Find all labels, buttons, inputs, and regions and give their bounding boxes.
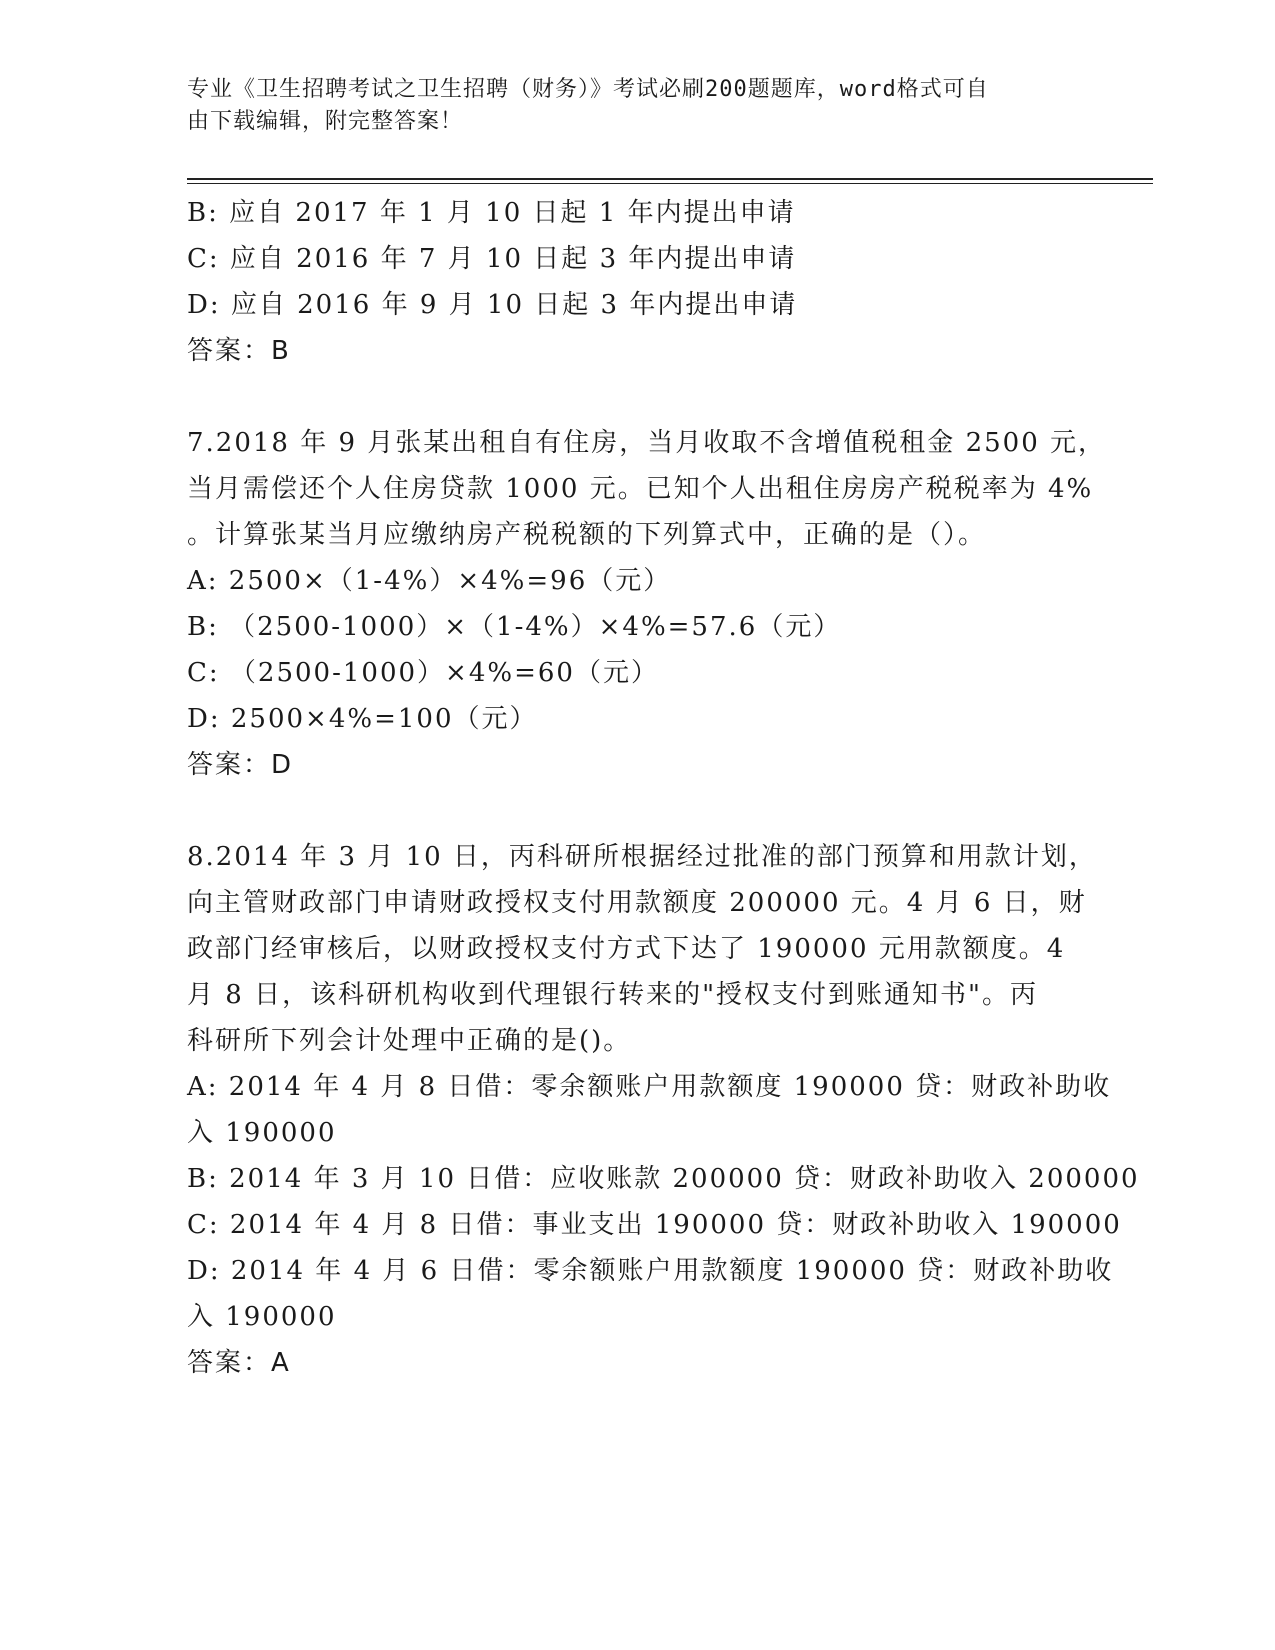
spacer — [187, 374, 1087, 420]
question-6-block — [187, 190, 1087, 374]
q7-option-b: B: （2500-1000）×（1-4%）×4%=57.6（元） — [187, 612, 842, 642]
q7-stem-line-1: 7.2018 年 9 月张某出租自有住房，当月收取不含增值税租金 2500 元， — [187, 428, 1107, 458]
q7-option-c: C: （2500-1000）×4%=60（元） — [187, 658, 659, 688]
q6-answer: 答案：B — [187, 336, 291, 366]
header-line-1: 专业《卫生招聘考试之卫生招聘（财务）》考试必刷200题题库，word格式可自 — [187, 77, 989, 102]
header-divider-thin — [187, 183, 1153, 184]
document-header — [187, 74, 1077, 138]
q8-stem-line-5: 科研所下列会计处理中正确的是()。 — [187, 1026, 632, 1056]
q6-option-c: C: 应自 2016 年 7 月 10 日起 3 年内提出申请 — [187, 244, 797, 274]
spacer — [187, 788, 1087, 834]
q8-option-c: C: 2014 年 4 月 8 日借：事业支出 190000 贷：财政补助收入 190000 — [187, 1210, 1122, 1240]
header-divider-thick — [187, 178, 1153, 180]
q8-stem-line-3: 政部门经审核后，以财政授权支付方式下达了 190000 元用款额度。4 — [187, 934, 1066, 964]
q8-stem-line-4: 月 8 日，该科研机构收到代理银行转来的"授权支付到账通知书"。丙 — [187, 980, 1038, 1010]
question-8-block — [187, 834, 1140, 1386]
q7-option-d: D: 2500×4%=100（元） — [187, 704, 538, 734]
q7-answer: 答案：D — [187, 750, 294, 780]
q8-option-a-line-1: A: 2014 年 4 月 8 日借：零余额账户用款额度 190000 贷：财政补助收 — [187, 1072, 1112, 1102]
q8-stem-line-1: 8.2014 年 3 月 10 日，丙科研所根据经过批准的部门预算和用款计划， — [187, 842, 1097, 872]
document-body — [187, 190, 1140, 1386]
question-7-block — [187, 420, 1107, 788]
q8-option-d-line-1: D: 2014 年 4 月 6 日借：零余额账户用款额度 190000 贷：财政补助收 — [187, 1256, 1114, 1286]
q8-option-d-line-2: 入 190000 — [187, 1302, 337, 1332]
q8-option-a-line-2: 入 190000 — [187, 1118, 337, 1148]
q6-option-d: D: 应自 2016 年 9 月 10 日起 3 年内提出申请 — [187, 290, 798, 320]
q7-stem-line-2: 当月需偿还个人住房贷款 1000 元。已知个人出租住房房产税税率为 4% — [187, 474, 1094, 504]
q7-stem-line-3: 。计算张某当月应缴纳房产税税额的下列算式中，正确的是（）。 — [187, 520, 987, 550]
q8-stem-line-2: 向主管财政部门申请财政授权支付用款额度 200000 元。4 月 6 日，财 — [187, 888, 1087, 918]
q7-option-a: A: 2500×（1-4%）×4%=96（元） — [187, 566, 672, 596]
q6-option-b: B: 应自 2017 年 1 月 10 日起 1 年内提出申请 — [187, 198, 796, 228]
q8-option-b: B: 2014 年 3 月 10 日借：应收账款 200000 贷：财政补助收入 200000 — [187, 1164, 1140, 1194]
q8-answer: 答案：A — [187, 1348, 291, 1378]
header-line-2: 由下载编辑，附完整答案！ — [187, 109, 464, 134]
